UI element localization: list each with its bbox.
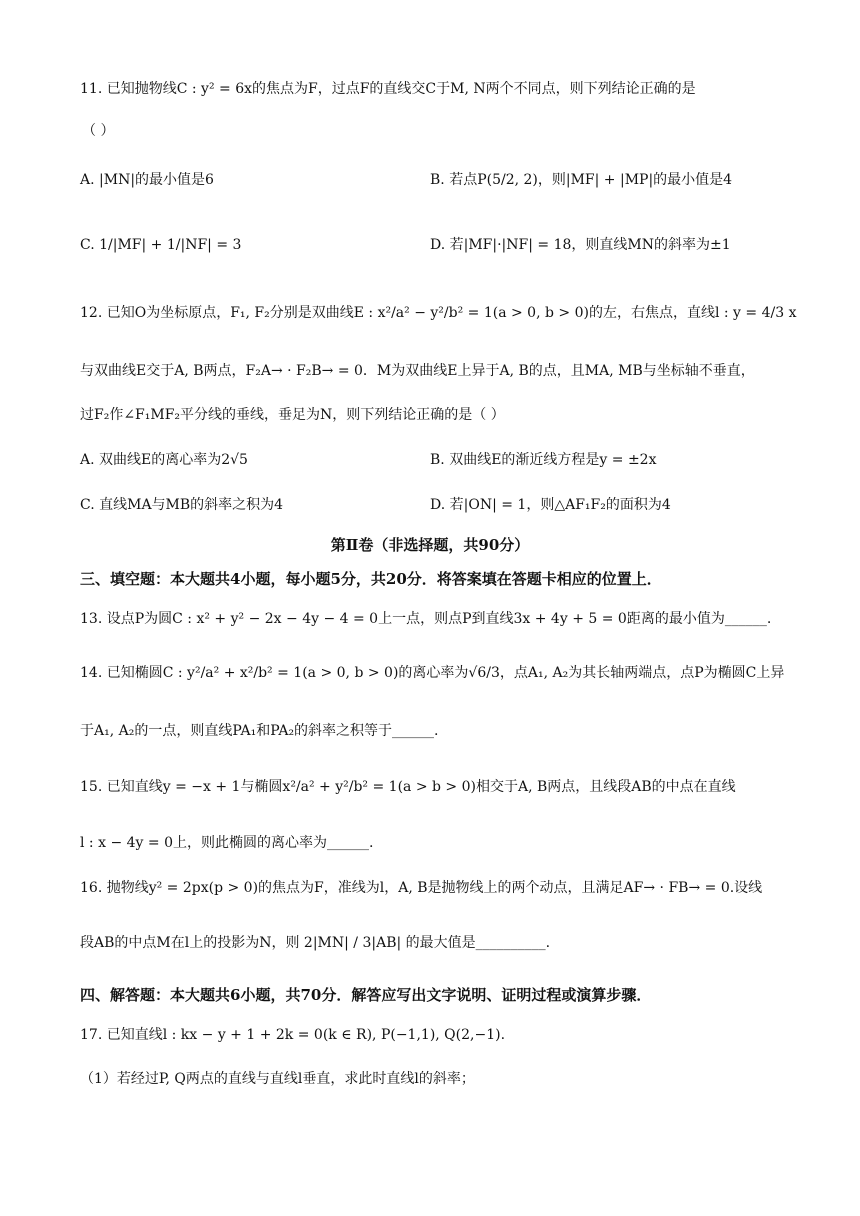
q16-line2: 段AB的中点M在l上的投影为N，则 2|MN| / 3|AB| 的最大值是__________. [80, 935, 551, 951]
q14-line2: 于A₁, A₂的一点，则直线PA₁和PA₂的斜率之积等于______. [80, 723, 439, 739]
q11-option-c: C. 1/|MF| + 1/|NF| = 3 [80, 237, 242, 253]
q14-line1: 14. 已知椭圆C : y²/a² + x²/b² = 1(a > 0, b > 0)的离心率为√6/3，点A₁, A₂为其长轴两端点，点P为椭圆C上异 [80, 665, 785, 681]
section3-heading: 三、填空题：本大题共4小题，每小题5分，共20分．将答案填在答题卡相应的位置上． [80, 570, 662, 588]
q12-option-c: C. 直线MA与MB的斜率之积为4 [80, 497, 284, 513]
part2-title: 第Ⅱ卷（非选择题，共90分） [330, 536, 530, 554]
q11-option-d: D. 若|MF|·|NF| = 18，则直线MN的斜率为±1 [430, 237, 731, 253]
q16-line1: 16. 抛物线y² = 2px(p > 0)的焦点为F，准线为l，A, B是抛物线上的两个动点，且满足AF→ · FB→ = 0.设线 [80, 880, 763, 896]
q12-line2: 与双曲线E交于A, B两点，F₂A→ · F₂B→ = 0．M为双曲线E上异于A, B的点，且MA, MB与坐标轴不垂直， [80, 363, 755, 379]
q12-option-b: B. 双曲线E的渐近线方程是y = ±2x [430, 452, 657, 468]
q13: 13. 设点P为圆C : x² + y² − 2x − 4y − 4 = 0上一点，则点P到直线3x + 4y + 5 = 0距离的最小值为______. [80, 611, 772, 627]
q12-option-d: D. 若|ON| = 1，则△AF₁F₂的面积为4 [430, 497, 671, 513]
q12-option-a: A. 双曲线E的离心率为2√5 [80, 452, 248, 468]
q12-line1: 12. 已知O为坐标原点，F₁, F₂分别是双曲线E : x²/a² − y²/b² = 1(a > 0, b > 0)的左，右焦点，直线l : y = 4/3 x [80, 305, 797, 321]
section4-heading: 四、解答题：本大题共6小题，共70分．解答应写出文字说明、证明过程或演算步骤． [80, 986, 652, 1004]
q11-stem: 11. 已知抛物线C : y² = 6x的焦点为F，过点F的直线交C于M, N两个不同点，则下列结论正确的是 [80, 81, 696, 97]
q12-line3: 过F₂作∠F₁MF₂平分线的垂线，垂足为N，则下列结论正确的是（ ） [80, 407, 505, 423]
q11-paren: （ ） [82, 123, 115, 139]
q15-line2: l : x − 4y = 0上，则此椭圆的离心率为______. [80, 835, 374, 851]
q15-line1: 15. 已知直线y = −x + 1与椭圆x²/a² + y²/b² = 1(a > b > 0)相交于A, B两点，且线段AB的中点在直线 [80, 779, 736, 795]
q17-stem: 17. 已知直线l : kx − y + 1 + 2k = 0(k ∈ R), P(−1,1), Q(2,−1). [80, 1027, 506, 1043]
q11-option-b: B. 若点P(5/2, 2)，则|MF| + |MP|的最小值是4 [430, 172, 733, 188]
q17-part1: （1）若经过P, Q两点的直线与直线l垂直，求此时直线l的斜率； [80, 1071, 475, 1087]
q11-option-a: A. |MN|的最小值是6 [80, 172, 214, 188]
